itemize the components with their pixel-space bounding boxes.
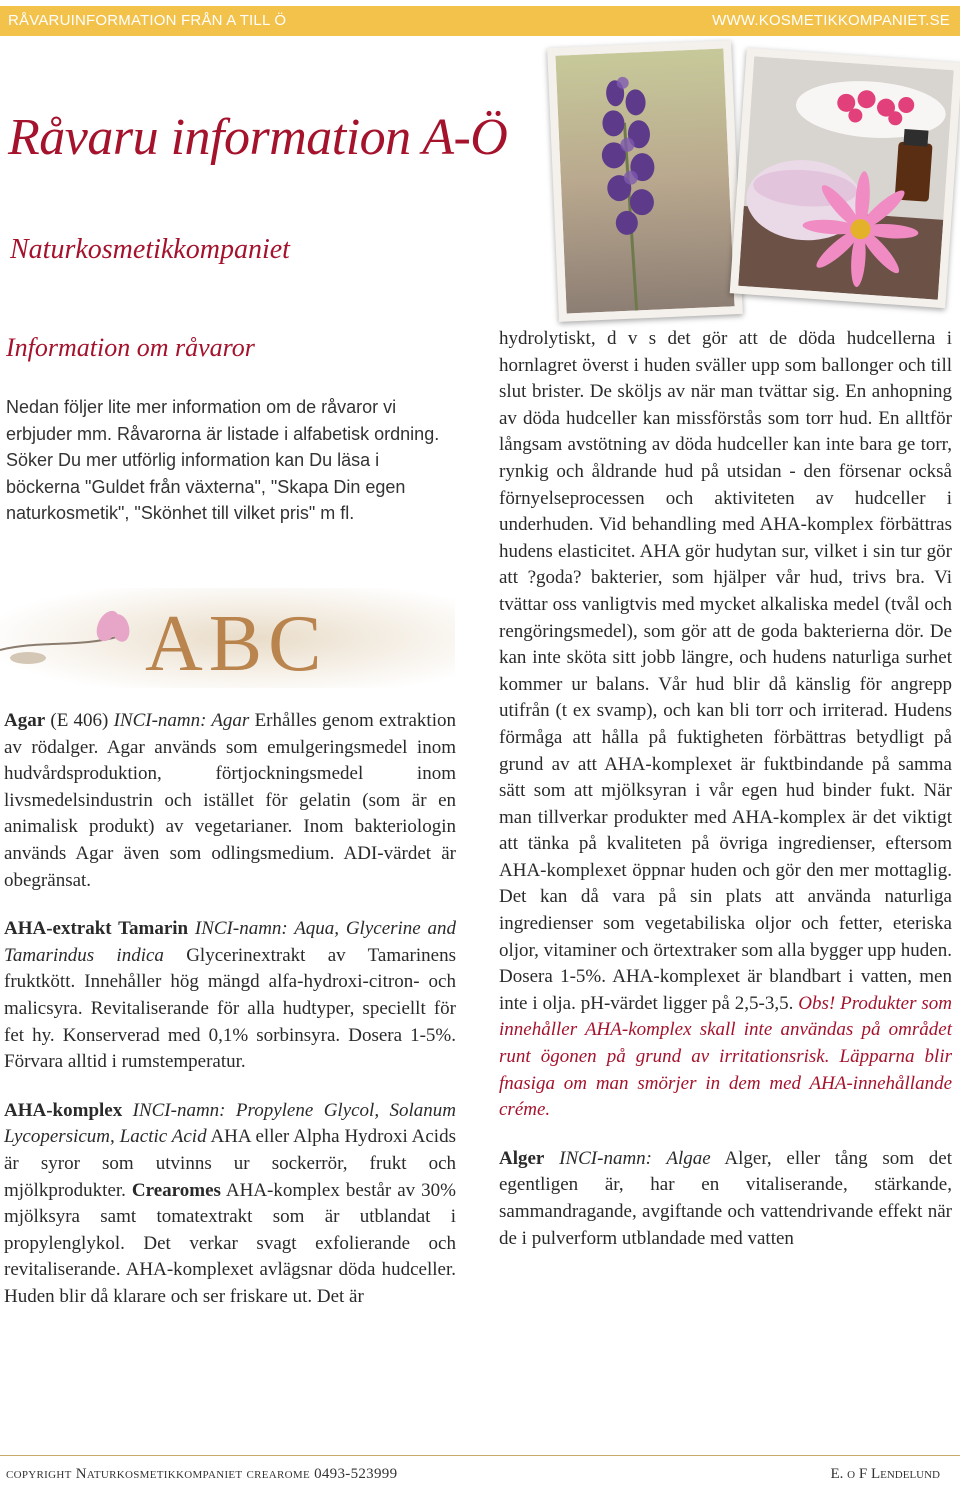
entry-aha-extrakt-inci: INCI-namn: Aqua, Glycerine and Tamarindus indica bbox=[4, 918, 457, 966]
entry-alger-inci: INCI-namn: Algae bbox=[544, 1147, 711, 1169]
header-bar bbox=[0, 6, 960, 36]
entry-agar-inci: INCI-namn: Agar bbox=[113, 710, 250, 731]
abc-banner bbox=[0, 588, 455, 688]
lavender-image bbox=[555, 48, 734, 313]
entry-alger bbox=[499, 1146, 952, 1252]
entry-agar: Agar (E 406) INCI-namn: Agar Erhålles genom extraktion av rödalger. Agar används som emulgeringsmedel inom hudvårdsproduktion, förtjockningsmedel inom livsmedelsindustrin och istället för gelatin (som är en animalisk produkt) av vegetarianer. Inom bakteriologin används Agar även som odlingsmedium. ADI-värdet är obegränsat. bbox=[4, 710, 456, 891]
spa-photo bbox=[730, 48, 960, 308]
entry-aha-continued: hydrolytiskt, d v s det gör att de döda hudcellerna i hornlagret överst i huden sväller upp som ballonger och till slut brister. De sköljs av när man tvättar sig. En anhopning av döda hudceller kan missförstås som torr hud. En alltför långsam avstötning av döda hudceller kan inte bara ge torr, rynkig och åldrande hud på utsidan - den försenar också förnyelseprocessen och aktiviteten av hudceller i underhuden. Vid behandling med AHA-komplex förbättras hudens elasticitet. AHA gör hudytan sur, vilket i sin tur gör att ?goda? bakterier, som hjälper vår hud, trivs bra. Vi tvättar oss vanligtvis med mycket alkaliska medel (tvål och rengöringsmedel), som gör att de goda bakterierna dör. De kan inte sköta sitt jobb längre, och hudens naturliga surhet kommer ur balans. Vår hud blir då känslig för angrepp utifrån (t ex svamp), och kan bli torr och irriterad. Hudens förmåga att hålla på fuktigheten förbättras betydligt på grund av att AHA-komplexet är fuktbindande på samma sätt som att mjölksyran i vår egen hud binder fukt. När man tillverkar produkter med AHA-komplex är det viktigt att tänka på kvaliteten på övriga ingredienser, eftersom AHA-komplexet öppnar huden och gör den mer mottaglig. Det kan då vara på sin plats att använda naturliga ingredienser som vegetabiliska oljor och fetter, eteriska oljor, vitaminer och örtextraker som alla bygger upp huden. Dosera 1-5%. AHA-komplexet är blandbart i vatten, men inte i olja. pH-värdet ligger på 2,5-3,5. Obs! Produkter som innehåller AHA-komplex skall inte användas på området runt ögonen på grund av irritationsrisk. Läpparna blir fnasiga om man smörjer in dem med AHA-innehållande créme. bbox=[499, 328, 952, 1121]
entry-aha-komplex: AHA-komplex INCI-namn: Propylene Glycol, Solanum Lycopersicum, Lactic Acid AHA eller Alpha Hydroxi Acids är syror som utvinns ur sockerrör, frukt och mjölkprodukter. Crearomes AHA-komplex består av 30% mjölksyra samt tomatextrakt som är utblandat i propylenglykol. Det verkar svagt exfolierande och revitaliserande. AHA-komplexet avlägsnar döda hudceller. Huden blir då klarare och ser friskare ut. Det är bbox=[4, 1099, 457, 1307]
entry-agar-name: Agar bbox=[4, 710, 46, 731]
footer-copyright: copyright Naturkosmetikkompaniet crearome 0493-523999 bbox=[6, 1466, 398, 1482]
left-column bbox=[4, 708, 456, 1332]
page-title: Råvaru information A-Ö bbox=[8, 109, 508, 166]
right-column bbox=[499, 326, 952, 1274]
entry-aha-komplex-inci: INCI-namn: Propylene Glycol, Solanum Lycopersicum, Lactic Acid bbox=[4, 1099, 456, 1148]
header-title: RÅVARUINFORMATION FRÅN A TILL Ö bbox=[8, 12, 287, 29]
page-subtitle: Naturkosmetikkompaniet bbox=[10, 234, 290, 265]
entry-aha-komplex-name: AHA-komplex bbox=[4, 1099, 123, 1121]
entry-aha-extrakt bbox=[4, 916, 456, 1076]
entry-alger-text: Alger, eller tång som det egentligen är, har en vitaliserande, stärkande, sammandragande, avgiftande och vattendrivande effekt när de i pulverform utblandade med vatten bbox=[499, 1147, 952, 1249]
intro-paragraph: Nedan följer lite mer information om de råvaror vi erbjuder mm. Råvarorna är listade i alfabetisk ordning. Söker Du mer utförlig information kan Du läsa i böckerna "Guldet från växterna", "Skapa Din egen naturkosmetik", "Skönhet till vilket pris" m fl. bbox=[6, 397, 440, 523]
entry-agar-text: Erhålles genom extraktion av rödalger. Agar används som emulgeringsmedel inom hudvårdsproduktion, förtjockningsmedel inom livsmedelsindustrin och istället för gelatin (som är en animalisk produkt) av vegetarianer. Inom bakteriologin används Agar även som odlingsmedium. ADI-värdet är obegränsat. bbox=[4, 710, 456, 891]
footer-divider bbox=[0, 1455, 960, 1456]
entry-aha-extrakt-name: AHA-extrakt Tamarin bbox=[4, 918, 189, 940]
lavender-photo bbox=[547, 40, 743, 322]
aha-warning: Obs! Produkter som innehåller AHA-komplex skall inte användas på området runt ögonen på grund av irritationsrisk. Läpparna blir fnasiga om man smörjer in dem med AHA-innehållande créme. bbox=[499, 992, 952, 1121]
entry-alger-name: Alger bbox=[499, 1147, 545, 1169]
abc-logo-image bbox=[0, 588, 455, 688]
entry-aha-extrakt-text: Glycerinextrakt av Tamarinens fruktkött. Innehåller hög mängd alfa-hydroxi-citron- och malicsyra. Revitaliserande för alla hudtyper, speciellt för fet hy. Konserverad med 0,1% sorbinsyra. Dosera 1-5%. Förvara alltid i rumstemperatur. bbox=[4, 944, 456, 1073]
footer-authors: E. o F Lendelund bbox=[830, 1466, 940, 1482]
spa-image bbox=[738, 56, 954, 299]
section-heading: Information om råvaror bbox=[6, 333, 255, 362]
brand-crearomes: Crearomes bbox=[131, 1179, 221, 1201]
header-website[interactable]: WWW.KOSMETIKKOMPANIET.SE bbox=[712, 12, 950, 29]
abc-logo-text: ABC bbox=[145, 600, 328, 688]
